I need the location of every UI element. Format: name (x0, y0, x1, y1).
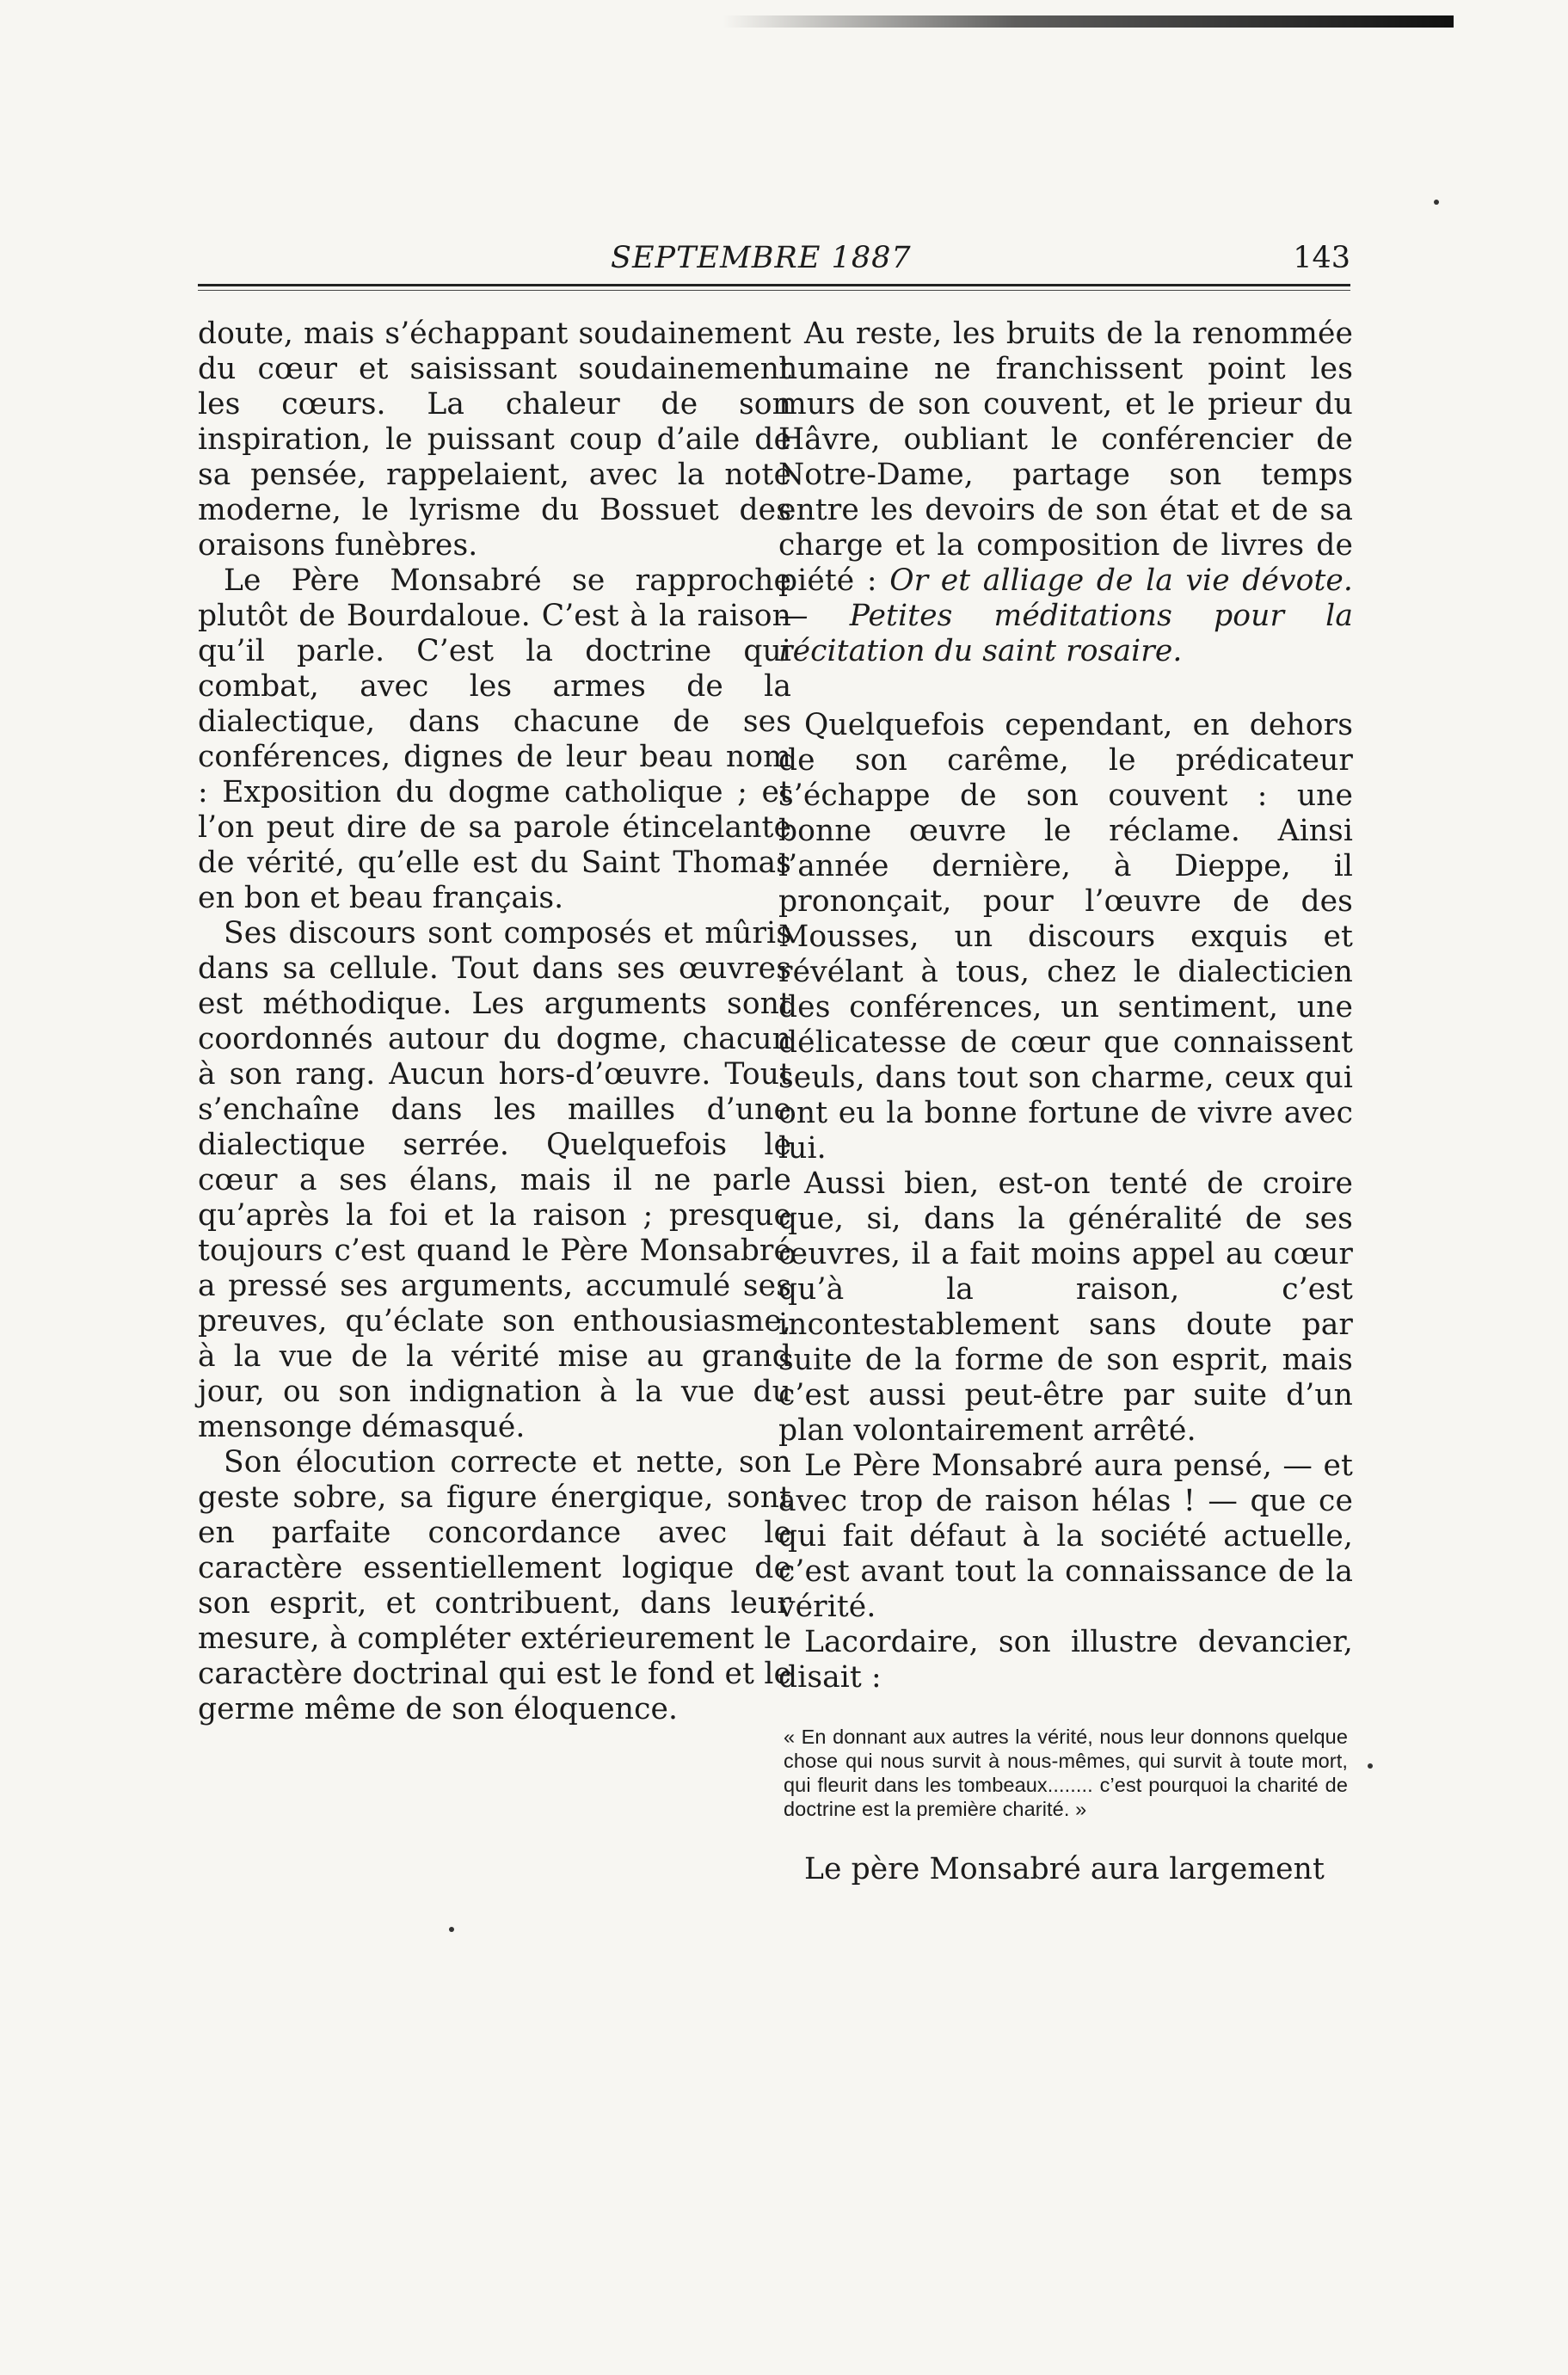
paragraph: Son élocution correcte et nette, son geste sobre, sa figure énergique, sont en parfaite concordance avec le caractère essentiellement logique de son esprit, et contribuent, dans leur mesure, à compléter extérieurement le caractère doctrinal qui est le fond et le germe même de son éloquence. (198, 1445, 791, 1726)
ink-speck (1368, 1763, 1373, 1769)
block-quote: « En donnant aux autres la vérité, nous leur donnons quelque chose qui nous survit à nous-mêmes, qui survit à toute mort, qui fleurit dans les tombeaux........ c’est pourquoi la charité de doctrine est la première charité. » (784, 1726, 1348, 1820)
paragraph: Le père Monsabré aura largement (804, 1852, 1325, 1886)
left-column (198, 317, 791, 1727)
ink-speck (1434, 200, 1439, 205)
page-header (189, 241, 1350, 284)
paragraph: Quelquefois cependant, en dehors de son carême, le prédicateur s’échappe de son couvent : une bonne œuvre le réclame. Ainsi l’année dernière, à Dieppe, il prononçait, pour l’œuvre de des Mousses, un discours exquis et révélant à tous, chez le dialecticien des conférences, un sentiment, une délicatesse de cœur que connaissent seuls, dans tout son charme, ceux qui ont eu la bonne fortune de vivre avec lui. (778, 708, 1353, 1166)
paragraph: Lacordaire, son illustre devancier, disait : (778, 1625, 1353, 1695)
running-head: SEPTEMBRE 1887 (611, 241, 912, 275)
top-edge-rule (723, 15, 1454, 28)
header-rule (198, 284, 1350, 291)
paragraph: Le Père Monsabré se rapproche plutôt de Bourdaloue. C’est à la raison qu’il parle. C’est la doctrine qui combat, avec les armes de la dialectique, dans chacune de ses conférences, dignes de leur beau nom : Exposition du dogme catholique ; et l’on peut dire de sa parole étincelante de vérité, qu’elle est du Saint Thomas en bon et beau français. (198, 563, 791, 915)
page-number: 143 (1293, 241, 1350, 275)
book-titles: Or et alliage de la vie dévote. — Petites méditations pour la récitation du saint rosaire. (778, 563, 1353, 668)
paragraph: Aussi bien, est-on tenté de croire que, si, dans la généralité de ses œuvres, il a fait moins appel au cœur qu’à la raison, c’est incontestablement sans doute par suite de la forme de son esprit, mais c’est aussi peut-être par suite d’un plan volontairement arrêté. (778, 1166, 1353, 1448)
paragraph: Ses discours sont composés et mûris dans sa cellule. Tout dans ses œuvres est méthodique. Les arguments sont coordonnés autour du dogme, chacun à son rang. Aucun hors-d’œuvre. Tout s’enchaîne dans les mailles d’une dialectique serrée. Quelquefois le cœur a ses élans, mais il ne parle qu’après la foi et la raison ; presque toujours c’est quand le Père Monsabré a pressé ses arguments, accumulé ses preuves, qu’éclate son enthousiasme, à la vue de la vérité mise au grand jour, ou son indignation à la vue du mensonge démasqué. (198, 916, 791, 1444)
paragraph (778, 317, 1353, 669)
paragraph: doute, mais s’échappant soudainement du cœur et saisissant soudainement les cœurs. La chaleur de son inspiration, le puissant coup d’aile de sa pensée, rappelaient, avec la note moderne, le lyrisme du Bossuet des oraisons funèbres. (198, 317, 791, 563)
right-column (778, 317, 1353, 1887)
paragraph: Le Père Monsabré aura pensé, — et avec trop de raison hélas ! — que ce qui fait défaut à la société actuelle, c’est avant tout la connaissance de la vérité. (778, 1449, 1353, 1624)
ink-speck (449, 1927, 454, 1932)
paragraph-text: Au reste, les bruits de la renommée humaine ne franchissent point les murs de son couvent, et le prieur du Hâvre, oubliant le conférencier de Notre-Dame, partage son temps entre les devoirs de son état et de sa charge et la composition de livres de piété : (778, 317, 1353, 598)
